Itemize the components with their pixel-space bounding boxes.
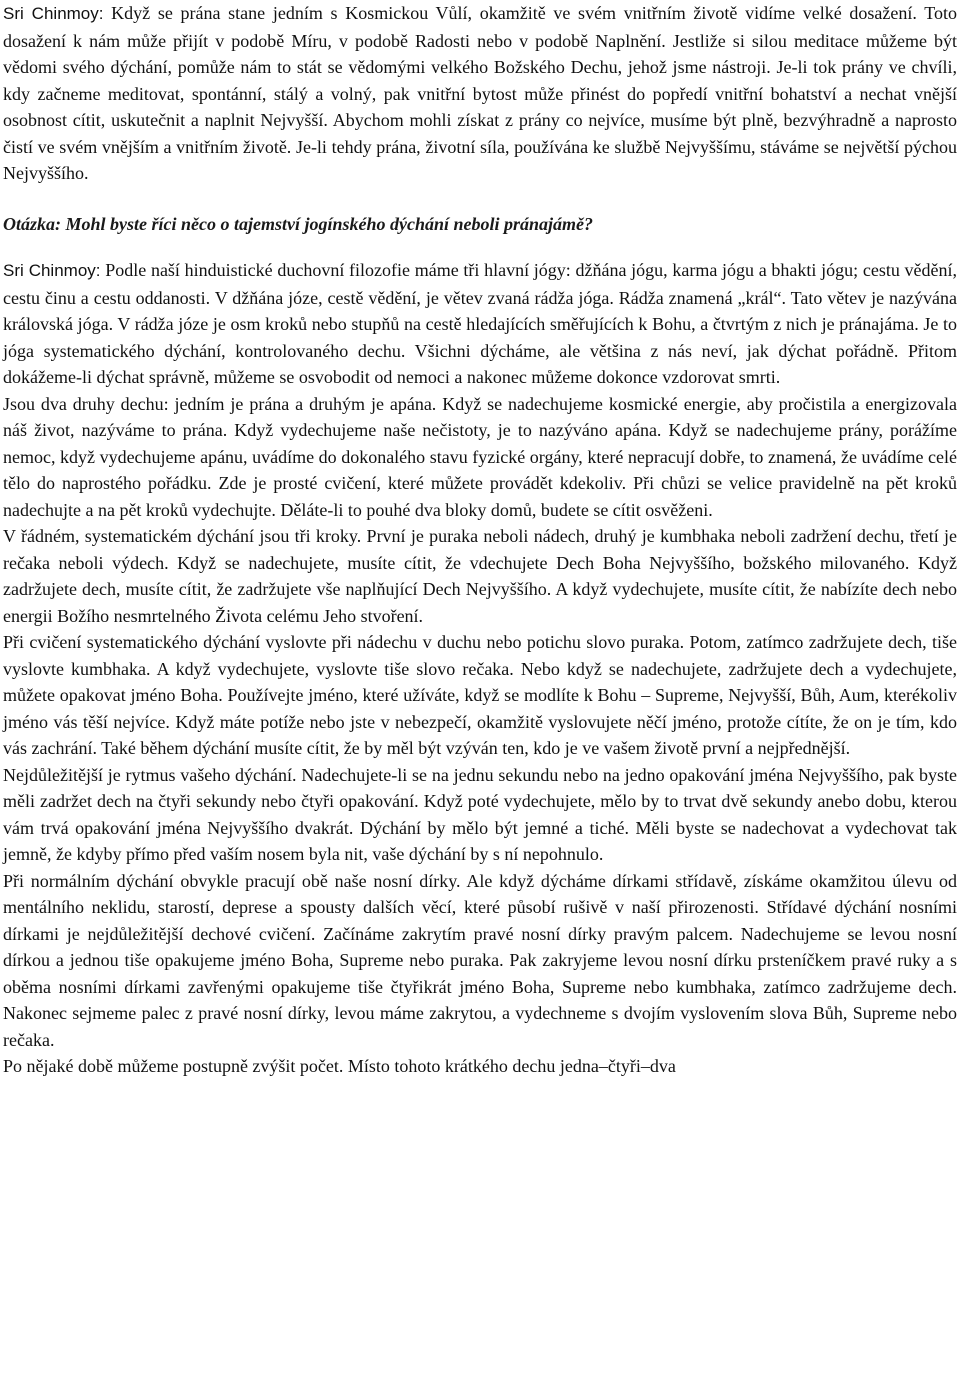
answer-paragraph-5: Nejdůležitější je rytmus vašeho dýchání. Nadechujete-li se na jednu sekundu nebo na jedno opakování jména Nejvyššího, pak byste měli zadržet dech na čtyři sekundy nebo čtyři opakování. Když poté vydechujete, mělo by to trvat dvě sekundy anebo dobu, kterou vám trvá opakování jména Nejvyššího dvakrát. Dýchání by mělo být jemné a tiché. Měli byste se nadechovat a vydechovat tak jemně, že kdyby přímo před vaším nosem byla nit, vaše dýchání by s ní nepohnulo. xyxy=(3,764,957,864)
intro-text: Když se prána stane jedním s Kosmickou Vůlí, okamžitě ve svém vnitřním životě vidíme velké dosažení. Toto dosažení k nám může přijít v podobě Míru, v podobě Radosti nebo v podobě Naplnění. Jestliže si silou meditace můžeme být vědomi svého dýchání, pomůže nám to stát se vědomými velkého Božského Dechu, jehož jsme nástroji. Je-li tok prány ve chvíli, kdy začneme meditovat, spontánní, stálý a volný, pak vnitřní bytost může přinést do popředí vnitřní bohatství a nechat vnější osobnost cítit, uskutečnit a naplnit Nejvyšší. Abychom mohli získat z prány co nejvíce, musíme být plně, bezvýhradně a naprosto čistí ve svém vnějším a vnitřním životě. Je-li tehdy prána, životní síla, používána ke službě Nejvyššímu, stáváme se největší pýchou Nejvyššího. xyxy=(3,3,957,183)
speaker-name: Sri Chinmoy: xyxy=(3,4,104,23)
answer-paragraph-2: Jsou dva druhy dechu: jedním je prána a druhým je apána. Když se nadechujeme kosmické energie, aby pročistila a energizovala náš život, nazýváme to prána. Když vydechujeme naše nečistoty, je to nazýváno apána. Když se nadechujeme prány, porážíme nemoc, když vydechujeme apánu, uvádíme do dokonalého stavu fyzické orgány, které nepracují dobře, to znamená, že uvádíme celé tělo do naprostého pořádku. Zde je prosté cvičení, které můžete provádět kdekoliv. Při chůzi se velice pravidelně na pět kroků nadechujte a na pět kroků vydechujte. Děláte-li to pouhé dva bloky domů, budete se cítit osvěženi. xyxy=(3,393,957,520)
answer-paragraph-7: Po nějaké době můžeme postupně zvýšit počet. Místo tohoto krátkého dechu jedna–čtyři–dva xyxy=(3,1056,676,1076)
question-heading: Otázka: Mohl byste říci něco o tajemství jogínského dýchání neboli pránajámě? xyxy=(3,213,594,234)
intro-paragraph xyxy=(3,0,957,187)
spacer xyxy=(3,187,957,205)
answer-text-1: Podle naší hinduistické duchovní filozofie máme tři hlavní jógy: džňána jógu, karma jógu a bhakti jógu; cestu vědění, cestu činu a cestu oddanosti. V džňána józe, cestě vědění, je větev zvaná rádža jóga. Rádža znamená „král“. Tato větev je nazývána královská jóga. V rádža józe je osm kroků nebo stupňů na cestě hledajících směřujících k Bohu, a čtvrtým z nich je pránajáma. Je to jóga systematického dýchání, kontrolovaného dechu. Všichni dýcháme, ale většina z nás neví, jak dýchat pořádně. Přitom dokážeme-li dýchat správně, můžeme se osvobodit od nemoci a nakonec můžeme dokonce vzdorovat smrti. xyxy=(3,260,958,387)
speaker-name: Sri Chinmoy: xyxy=(3,261,101,280)
document-page xyxy=(3,0,957,1080)
answer-paragraph-4: Při cvičení systematického dýchání vyslovte při nádechu v duchu nebo potichu slovo puraka. Potom, zatímco zadržujete dech, tiše vyslovte kumbhaka. A když vydechujete, vyslovte tiše slovo rečaka. Nebo když se nadechujete, zadržujete dech a vydechujete, můžete opakovat jméno Boha. Používejte jméno, které užíváte, když se modlíte k Bohu – Supreme, Nejvyšší, Bůh, Aum, kterékoliv jméno vás těší nejvíce. Když máte potíže nebo jste v nebezpečí, okamžitě vyslovujete něčí jméno, protože cítíte, že on je tím, kdo vás zachrání. Také během dýchání musíte cítit, že by měl být vzýván ten, kdo je ve vašem životě první a nejpřednější. xyxy=(3,632,957,758)
answer-paragraph-6: Při normálním dýchání obvykle pracují obě naše nosní dírky. Ale když dýcháme dírkami střídavě, získáme okamžitou úlevu od mentálního neklidu, starostí, deprese a spousty dalších věcí, které působí rušivě v naší přirozenosti. Střídavé dýchání nosními dírkami je nejdůležitější dechové cvičení. Začínáme zakrytím pravé nosní dírky pravým palcem. Nadechujeme se levou nosní dírkou a jednou tiše opakujeme jméno Boha, Supreme nebo puraka. Pak zakryjeme levou nosní dírku prsteníčkem pravé ruky a s oběma nosními dírkami zavřenými opakujeme tiše čtyřikrát jméno Boha, Supreme nebo kumbhaka, zatímco zadržujeme dech. Nakonec sejmeme palec z pravé nosní dírky, levou máme zakrytou, a vydechneme s dvojím vyslovením slova Bůh, Supreme nebo rečaka. xyxy=(3,870,957,1050)
answer-paragraph-1 xyxy=(3,257,957,391)
answer-paragraph-3: V řádném, systematickém dýchání jsou tři kroky. První je puraka neboli nádech, druhý je kumbhaka neboli zadržení dechu, třetí je rečaka neboli výdech. Když se nadechujete, musíte cítit, že vdechujete Dech Boha Nejvyššího, božského milovaného. Když zadržujete dech, musíte cítit, že zadržujete vše naplňující Dech Nejvyššího. A když vydechujete, musíte cítit, že nabízíte dech nebo energii Božího nesmrtelného Života celému Jeho stvoření. xyxy=(3,526,957,626)
